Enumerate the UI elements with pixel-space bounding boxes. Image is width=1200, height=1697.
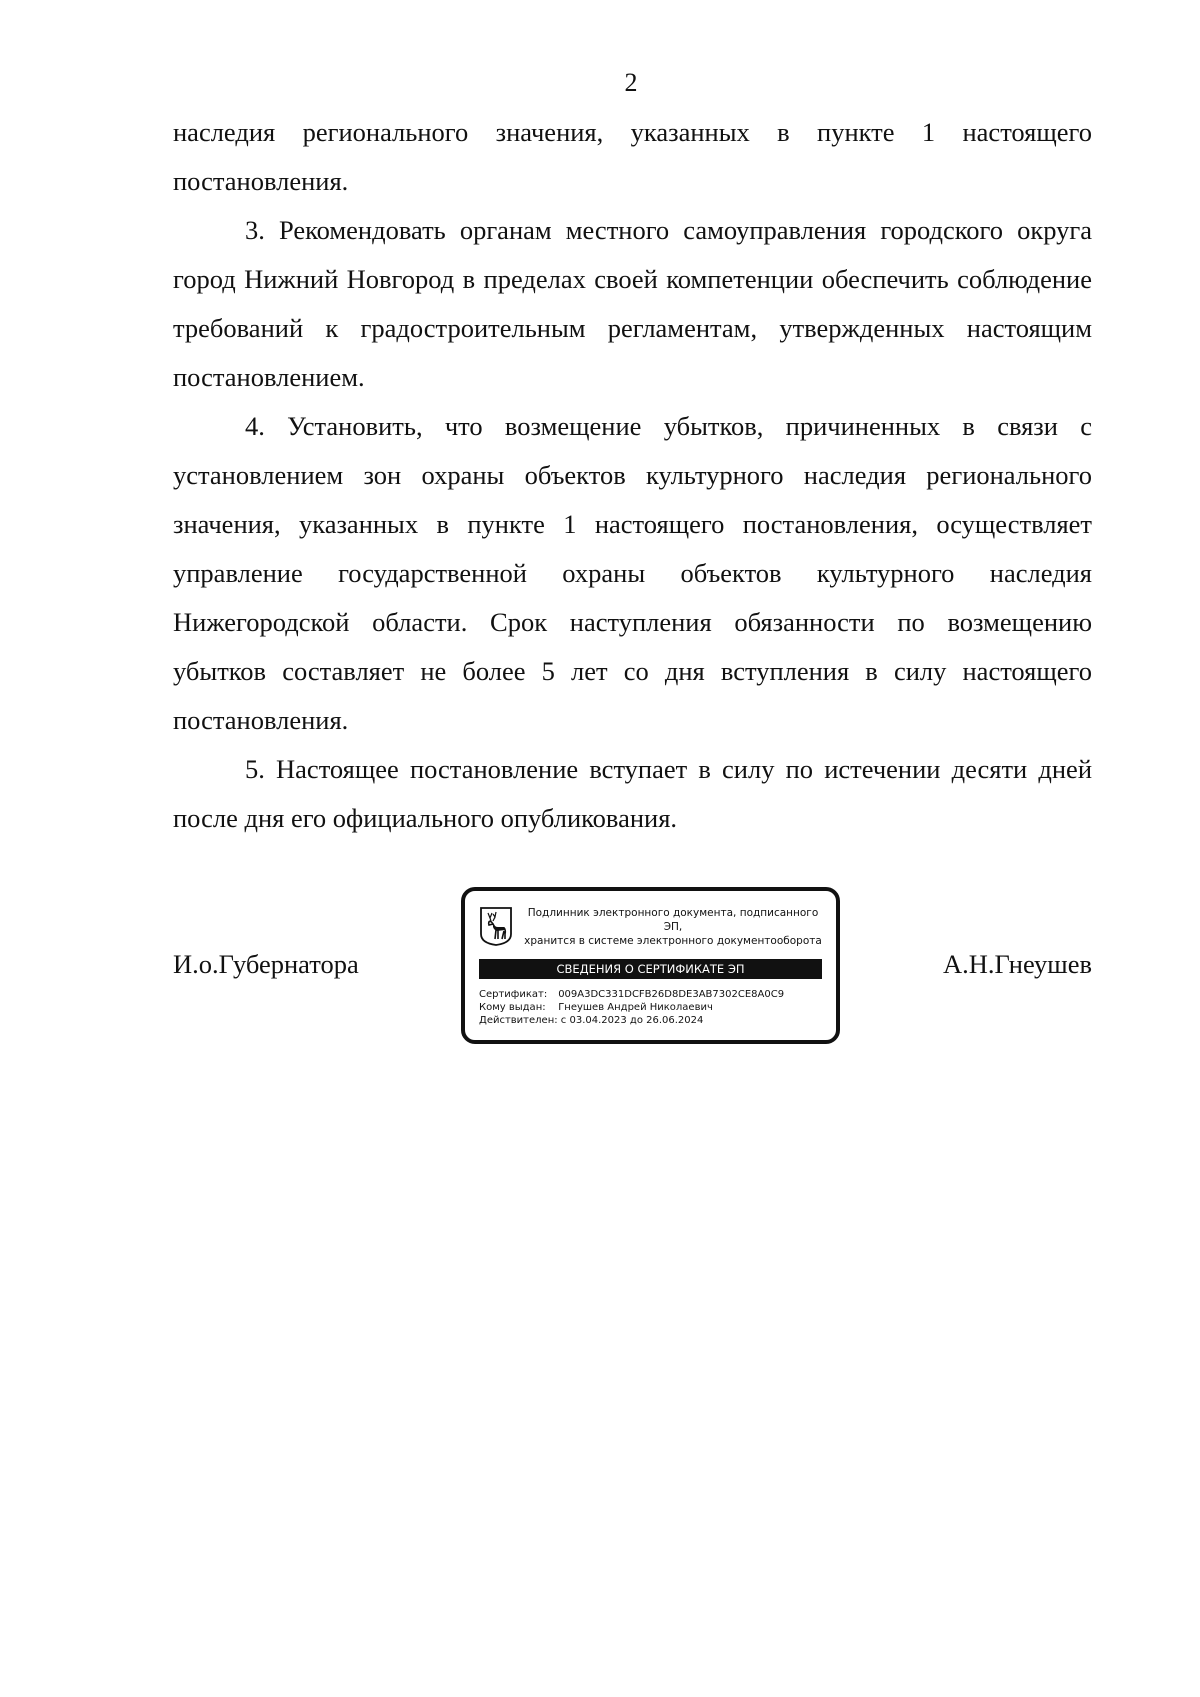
page-number: 2 — [624, 68, 638, 97]
issued-to-value: Гнеушев Андрей Николаевич — [558, 1002, 713, 1013]
paragraph-5: 5. Настоящее постановление вступает в силу по истечении десяти дней после дня его официального опубликования. — [173, 754, 1092, 833]
valid-row — [479, 1014, 824, 1027]
certificate-row — [479, 988, 824, 1001]
certificate-value: 009A3DC331DCFB26D8DE3AB7302CE8A0C9 — [558, 989, 785, 1000]
issued-to-label: Кому выдан: — [479, 1002, 546, 1013]
signatory-name: А.Н.Гнеушев — [942, 949, 1092, 979]
paragraph-3: 3. Рекомендовать органам местного самоуправления городского округа город Нижний Новгород в пределах своей компетенции обеспечить соблюдение требований к градостроительным регламентам, утвержденных настоящим постановлением. — [173, 215, 1092, 392]
stamp-certificate-details — [479, 988, 824, 1027]
valid-label: Действителен: — [479, 1015, 558, 1026]
stamp-header-line-2: хранится в системе электронного документооборота — [524, 935, 822, 947]
signatory-title: И.о.Губернатора — [173, 949, 359, 979]
paragraph-4: 4. Установить, что возмещение убытков, причиненных в связи с установлением зон охраны объектов культурного наследия регионального значения, указанных в пункте 1 настоящего постановления, осуществляет управление государственной охраны объектов культурного наследия Нижегородской области. Срок наступления обязанности по возмещению убытков составляет не более 5 лет со дня вступления в силу настоящего постановления. — [173, 411, 1092, 735]
stamp-header-line-1: Подлинник электронного документа, подписанного ЭП, — [527, 907, 819, 933]
stamp-certificate-band: СВЕДЕНИЯ О СЕРТИФИКАТЕ ЭП — [479, 959, 822, 979]
certificate-label: Сертификат: — [479, 989, 548, 1000]
document-body — [173, 108, 1092, 843]
valid-value: с 03.04.2023 до 26.06.2024 — [560, 1015, 704, 1026]
paragraph-continuation: наследия регионального значения, указанных в пункте 1 настоящего постановления. — [173, 117, 1092, 196]
deer-emblem-icon — [479, 906, 513, 946]
issued-to-row — [479, 1001, 824, 1014]
electronic-signature-stamp — [461, 887, 840, 1044]
stamp-header — [519, 906, 827, 948]
